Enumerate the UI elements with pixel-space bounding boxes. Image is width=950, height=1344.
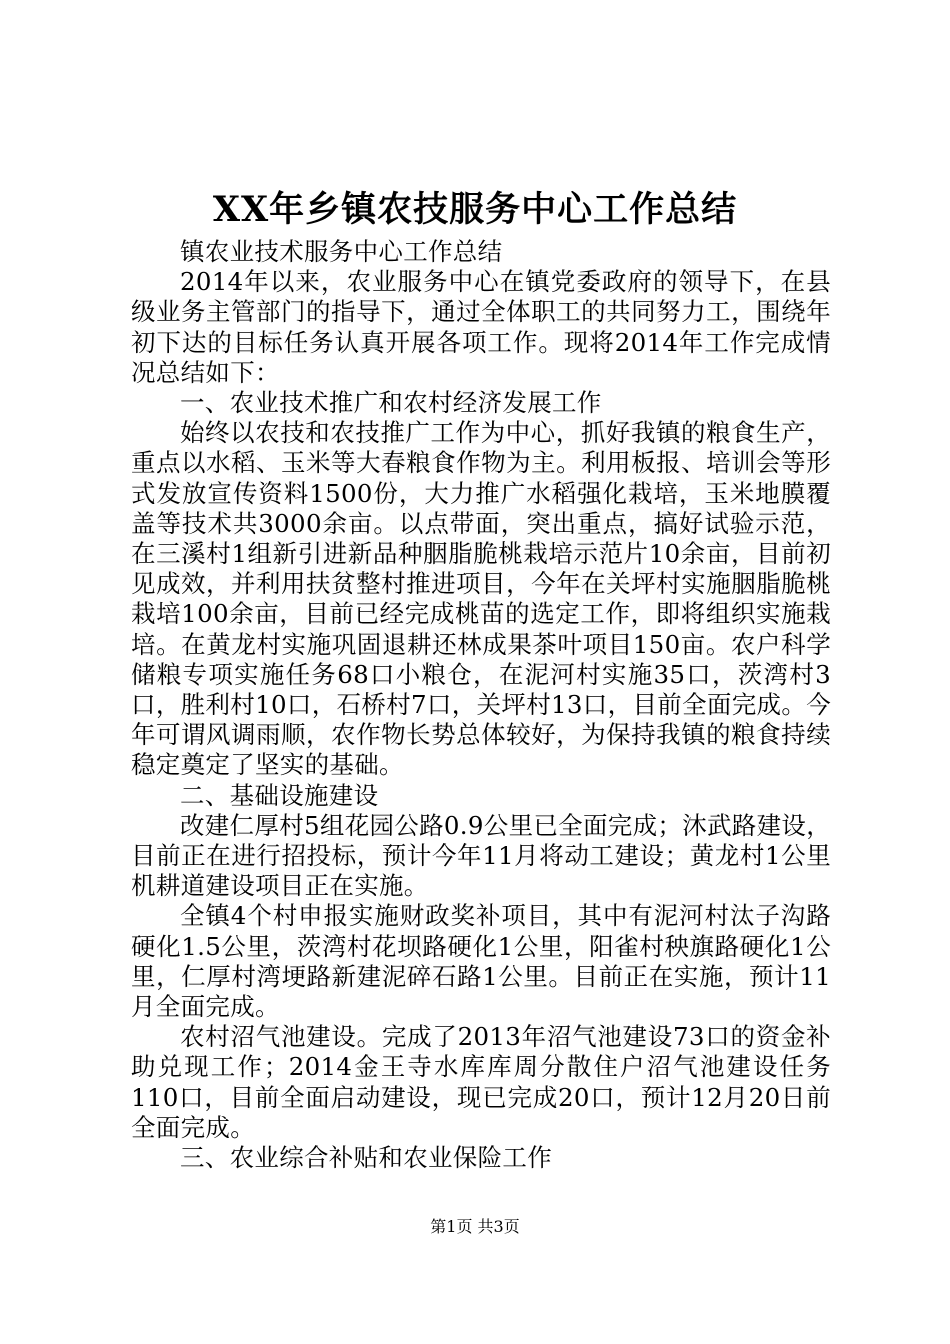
- document-title: XX年乡镇农技服务中心工作总结: [212, 189, 738, 230]
- section-heading-1: 一、农业技术推广和农村经济发展工作: [180, 388, 602, 418]
- page-footer: 第1页 共3页: [430, 1217, 520, 1236]
- section-heading-3: 三、农业综合补贴和农业保险工作: [180, 1143, 552, 1173]
- document-body: [131, 237, 831, 1173]
- section-1-paragraph: 始终以农技和农技推广工作为中心，抓好我镇的粮食生产，重点以水稻、玉米等大春粮食作物为主。利用板报、培训会等形式发放宣传资料1500份，大力推广水稻强化栽培，玉米地膜覆盖等技术共3000余亩。以点带面，突出重点，搞好试验示范，在三溪村1组新引进新品种胭脂脆桃栽培示范片10余亩，目前初见成效，并利用扶贫整村推进项目，今年在关坪村实施胭脂脆桃栽培100余亩，目前已经完成桃苗的选定工作，即将组织实施栽培。在黄龙村实施巩固退耕还林成果茶叶项目150亩。农户科学储粮专项实施任务68口小粮仓，在泥河村实施35口，茨湾村3口，胜利村10口，石桥村7口，关坪村13口，目前全面完成。今年可谓风调雨顺，农作物长势总体较好，为保持我镇的粮食持续稳定奠定了坚实的基础。: [131, 418, 831, 780]
- subtitle-heading: 镇农业技术服务中心工作总结: [180, 237, 503, 266]
- section-heading-2: 二、基础设施建设: [180, 780, 379, 810]
- section-2-paragraph-1: 改建仁厚村5组花园公路0.9公里已全面完成；沐武路建设，目前正在进行招投标，预计今年11月将动工建设；黄龙村1公里机耕道建设项目正在实施。: [131, 810, 831, 901]
- intro-paragraph: 2014年以来，农业服务中心在镇党委政府的领导下，在县级业务主管部门的指导下，通过全体职工的共同努力工，围绕年初下达的目标任务认真开展各项工作。现将2014年工作完成情况总结如下：: [131, 267, 831, 387]
- section-2-paragraph-3: 农村沼气池建设。完成了2013年沼气池建设73口的资金补助兑现工作；2014金王寺水库库周分散住户沼气池建设任务110口，目前全面启动建设，现已完成20口，预计12月20日前全面完成。: [131, 1022, 831, 1142]
- section-2-paragraph-2: 全镇4个村申报实施财政奖补项目，其中有泥河村汰子沟路硬化1.5公里，茨湾村花坝路硬化1公里，阳雀村秧旗路硬化1公里，仁厚村湾埂路新建泥碎石路1公里。目前正在实施，预计11月全面完成。: [131, 901, 831, 1022]
